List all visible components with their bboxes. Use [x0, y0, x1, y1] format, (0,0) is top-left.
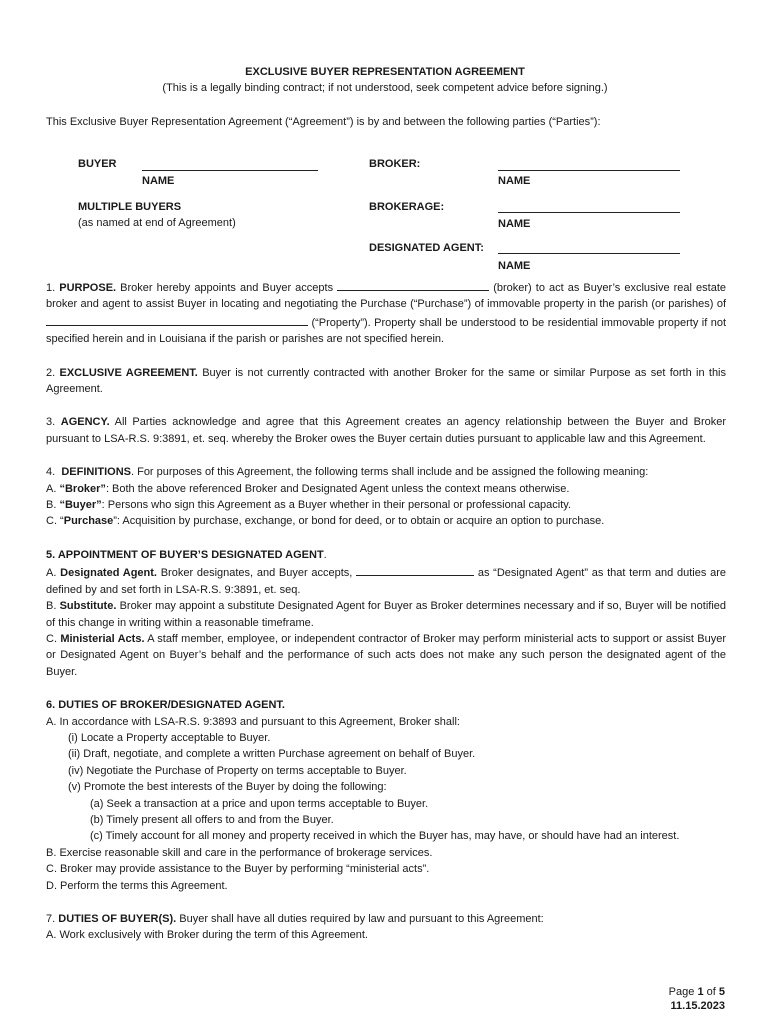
list-item: (ii) Draft, negotiate, and complete a written Purchase agreement on behalf of Buyer. [68, 748, 476, 761]
document-subtitle: (This is a legally binding contract; if not understood, seek competent advice before signing.) [162, 82, 608, 94]
intro-text: This Exclusive Buyer Representation Agreement (“Agreement”) is by and between the following parties (“Parties”): [46, 116, 601, 128]
buyer-name-caption: NAME [142, 175, 175, 187]
brokerage-name-field[interactable] [498, 200, 680, 213]
section-heading: DUTIES OF BUYER(S). [58, 913, 177, 925]
section-heading: 6. DUTIES OF BROKER/DESIGNATED AGENT. [46, 699, 285, 712]
definition-broker: A. “Broker”: Both the above referenced Broker and Designated Agent unless the context means otherwise. [46, 482, 570, 495]
purpose-broker-field[interactable] [337, 278, 489, 291]
document-title: EXCLUSIVE BUYER REPRESENTATION AGREEMENT [245, 66, 525, 78]
designated-agent-field[interactable] [356, 563, 474, 576]
list-item: (b) Timely present all offers to and from the Buyer. [90, 813, 334, 826]
section-agency: 3. AGENCY. All Parties acknowledge and agree that this Agreement creates an agency relationship between the Buyer and Broker pursuant to LSA-R.S. 9:3891, et. seq. whereby the Broker owes the Buyer certain duties pursuant to applicable law and this Agreement. [46, 416, 727, 445]
section-purpose: 1. PURPOSE. Broker hereby appoints and Buyer accepts (broker) to act as Buyer’s exclusive real estate broker and agent to assist Buyer in locating and negotiating the Purchase (“Purchase”) of immovable property in the parish (or parishes) of (“Property”). Property shall be understood to be residential immovable property if not specified herein and in Louisiana if the parish or parishes are not specified herein. [46, 278, 726, 348]
section-duties-of-buyer: 7. DUTIES OF BUYER(S). Buyer shall have all duties required by law and pursuant to this Agreement: A. Work exclusively with Broker during the term of this Agreement. [46, 913, 544, 942]
list-item: (i) Locate a Property acceptable to Buyer. [68, 731, 271, 744]
agreement-body [46, 278, 726, 961]
parish-field[interactable] [46, 313, 308, 326]
brokerage-name-caption: NAME [498, 218, 531, 230]
broker-name-caption: NAME [498, 175, 531, 187]
designated-agent-name-caption: NAME [498, 260, 531, 272]
section-heading: EXCLUSIVE AGREEMENT. [59, 366, 198, 379]
revision-date: 11.15.2023 [670, 1000, 725, 1012]
section-designated-agent: 5. APPOINTMENT OF BUYER’S DESIGNATED AGENT. A. Designated Agent. Broker designates, and Buyer accepts, as “Designated Agent” as that term and duties are defined by and set forth in LSA-R.S. 9:3891, et. seq. B. Substitute. Broker may appoint a substitute Designated Agent for Buyer as Broker determines necessary and if so, Buyer will be notified of this change in writing within a reasonable timeframe. C. Ministerial Acts. A staff member, employee, or independent contractor of Broker may perform ministerial acts to support or assist Buyer or Designated Agent on Buyer’s behalf and the performance of such acts does not make any such person the designated agent of the Buyer. [46, 547, 726, 680]
list-item: (c) Timely account for all money and property received in which the Buyer has, may have, or should have had an interest. [90, 830, 680, 843]
list-item: (a) Seek a transaction at a price and upon terms acceptable to Buyer. [90, 797, 429, 810]
list-item: (v) Promote the best interests of the Buyer by doing the following: [68, 781, 387, 794]
broker-name-field[interactable] [498, 158, 680, 171]
multiple-buyers-note: (as named at end of Agreement) [78, 217, 236, 229]
buyer-name-field[interactable] [142, 158, 318, 171]
clause-designated-agent: A. Designated Agent. Broker designates, and Buyer accepts, as “Designated Agent” as that term and duties are defined by and set forth in LSA-R.S. 9:3891, et. seq. [46, 563, 726, 598]
section-definitions: 4. DEFINITIONS. For purposes of this Agreement, the following terms shall include and be assigned the following meaning: A. “Broker”: Both the above referenced Broker and Designated Agent unless the context means otherwise. B. “Buyer”: Persons who sign this Agreement as a Buyer whether in their personal or professional capacity. C. “Purchase”: Acquisition by purchase, exchange, or bond for deed, or to obtain or acquire an option to purchase. [46, 464, 726, 530]
section-heading: DEFINITIONS [61, 466, 131, 479]
broker-label: BROKER: [369, 158, 421, 170]
section-exclusive-agreement: 2. EXCLUSIVE AGREEMENT. Buyer is not currently contracted with another Broker for the same or similar Purpose as set forth in this Agreement. [46, 366, 727, 396]
definition-purchase: C. “Purchase”: Acquisition by purchase, exchange, or bond for deed, or to obtain or acquire an option to purchase. [46, 515, 605, 528]
designated-agent-label: DESIGNATED AGENT: [369, 242, 484, 254]
page-number: Page 1 of 5 [668, 986, 725, 998]
clause-substitute: B. Substitute. Broker may appoint a substitute Designated Agent for Buyer as Broker determines necessary and if so, Buyer will be notified of this change in writing within a reasonable timeframe. [46, 600, 726, 629]
section-duties-of-broker: 6. DUTIES OF BROKER/DESIGNATED AGENT. A. In accordance with LSA-R.S. 9:3893 and pursuant to this Agreement, Broker shall: (i) Locate a Property acceptable to Buyer. (ii) Draft, negotiate, and complete a written Purchase agreement on behalf of Buyer. (iv) Negotiate the Purchase of Property on terms acceptable to Buyer. (v) Promote the best interests of the Buyer by doing the following: (a) Seek a transaction at a price and upon terms acceptable to Buyer. (b) Timely present all offers to and from the Buyer. (c) Timely account for all money and property received in which the Buyer has, may have, or should have had an interest. B. Exercise reasonable skill and care in the performance of brokerage services. C. Broker may provide assistance to the Buyer by performing “ministerial acts”. D. Perform the terms this Agreement. [46, 697, 726, 894]
designated-agent-name-field[interactable] [498, 241, 680, 254]
list-item: (iv) Negotiate the Purchase of Property on terms acceptable to Buyer. [68, 764, 407, 777]
brokerage-label: BROKERAGE: [369, 201, 445, 213]
definition-buyer: B. “Buyer”: Persons who sign this Agreement as a Buyer whether in their personal or professional capacity. [46, 499, 572, 512]
section-heading: PURPOSE. [59, 282, 117, 294]
multiple-buyers-label: MULTIPLE BUYERS [78, 201, 182, 213]
page-footer [669, 985, 725, 1013]
section-heading: AGENCY. [60, 416, 110, 429]
section-heading: 5. APPOINTMENT OF BUYER’S DESIGNATED AGENT [46, 548, 324, 561]
clause-ministerial-acts: C. Ministerial Acts. A staff member, employee, or independent contractor of Broker may perform ministerial acts to support or assist Buyer or Designated Agent on Buyer’s behalf and the performance of such acts does not make any such person the designated agent of the Buyer. [46, 632, 726, 678]
buyer-label: BUYER [78, 158, 117, 170]
